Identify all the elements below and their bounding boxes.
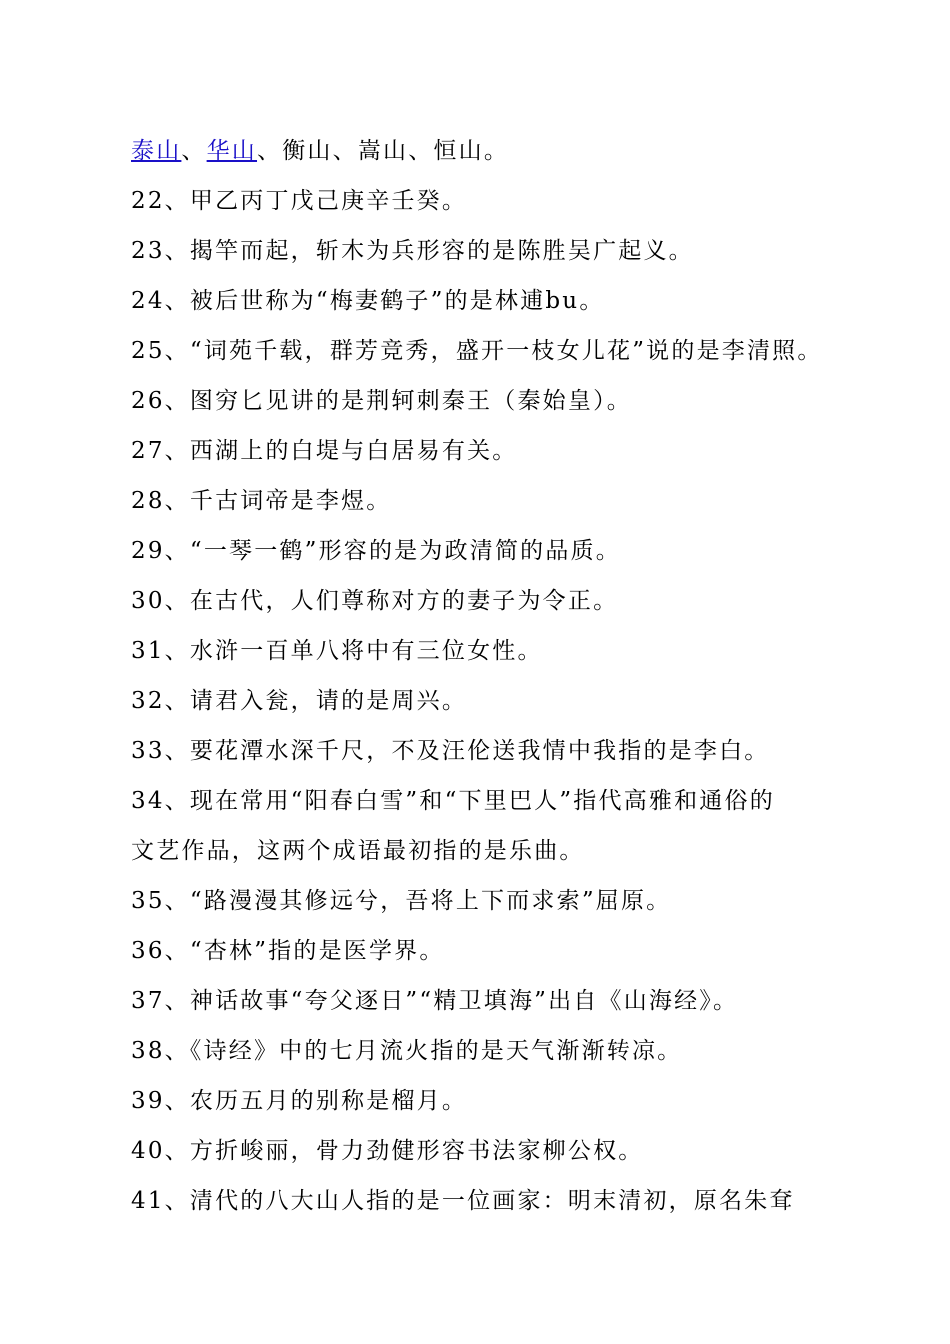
text-line-mountains (131, 131, 831, 181)
text-line-25: 25、“词苑千载，群芳竞秀，盛开一枝女儿花”说的是李清照。 (131, 338, 823, 364)
text-line-28: 28、千古词帝是李煜。 (131, 488, 392, 514)
text-line-29: 29、“一琴一鹤”形容的是为政清简的品质。 (131, 538, 621, 564)
text-line-31: 31、水浒一百单八将中有三位女性。 (131, 638, 543, 664)
document-body (131, 131, 831, 1231)
text-line-41: 41、清代的八大山人指的是一位画家：明末清初，原名朱耷 (131, 1188, 795, 1214)
text-line-26: 26、图穷匕见讲的是荆轲刺秦王（秦始皇）。 (131, 388, 632, 414)
text-line-30: 30、在古代，人们尊称对方的妻子为令正。 (131, 588, 619, 614)
text-line-36: 36、“杏林”指的是医学界。 (131, 938, 445, 964)
text-line-34: 34、现在常用“阳春白雪”和“下里巴人”指代高雅和通俗的 (131, 788, 775, 814)
text-line-34-continued: 文艺作品，这两个成语最初指的是乐曲。 (131, 838, 585, 864)
text-line-23: 23、揭竿而起，斩木为兵形容的是陈胜吴广起义。 (131, 238, 694, 264)
text-line-32: 32、请君入瓮，请的是周兴。 (131, 688, 468, 714)
text-line-35: 35、“路漫漫其修远兮，吾将上下而求索”屈原。 (131, 888, 672, 914)
text-line-33: 33、要花潭水深千尺，不及汪伦送我情中我指的是李白。 (131, 738, 770, 764)
link-huashan[interactable]: 华山 (206, 138, 258, 164)
text-line-22: 22、甲乙丙丁戊己庚辛壬癸。 (131, 188, 468, 214)
text-line-24: 24、被后世称为“梅妻鹤子”的是林逋bu。 (131, 288, 605, 314)
text-line-38: 38、《诗经》中的七月流火指的是天气渐渐转凉。 (131, 1038, 683, 1064)
link-taishan[interactable]: 泰山 (131, 138, 182, 164)
text-line-40: 40、方折峻丽，骨力劲健形容书法家柳公权。 (131, 1138, 644, 1164)
text-line-37: 37、神话故事“夸父逐日”“精卫填海”出自《山海经》。 (131, 988, 739, 1014)
mountains-rest-text: 、衡山、嵩山、恒山。 (257, 138, 510, 164)
text-line-39: 39、农历五月的别称是榴月。 (131, 1088, 468, 1114)
separator-text: 、 (181, 138, 207, 164)
text-line-27: 27、西湖上的白堤与白居易有关。 (131, 438, 518, 464)
